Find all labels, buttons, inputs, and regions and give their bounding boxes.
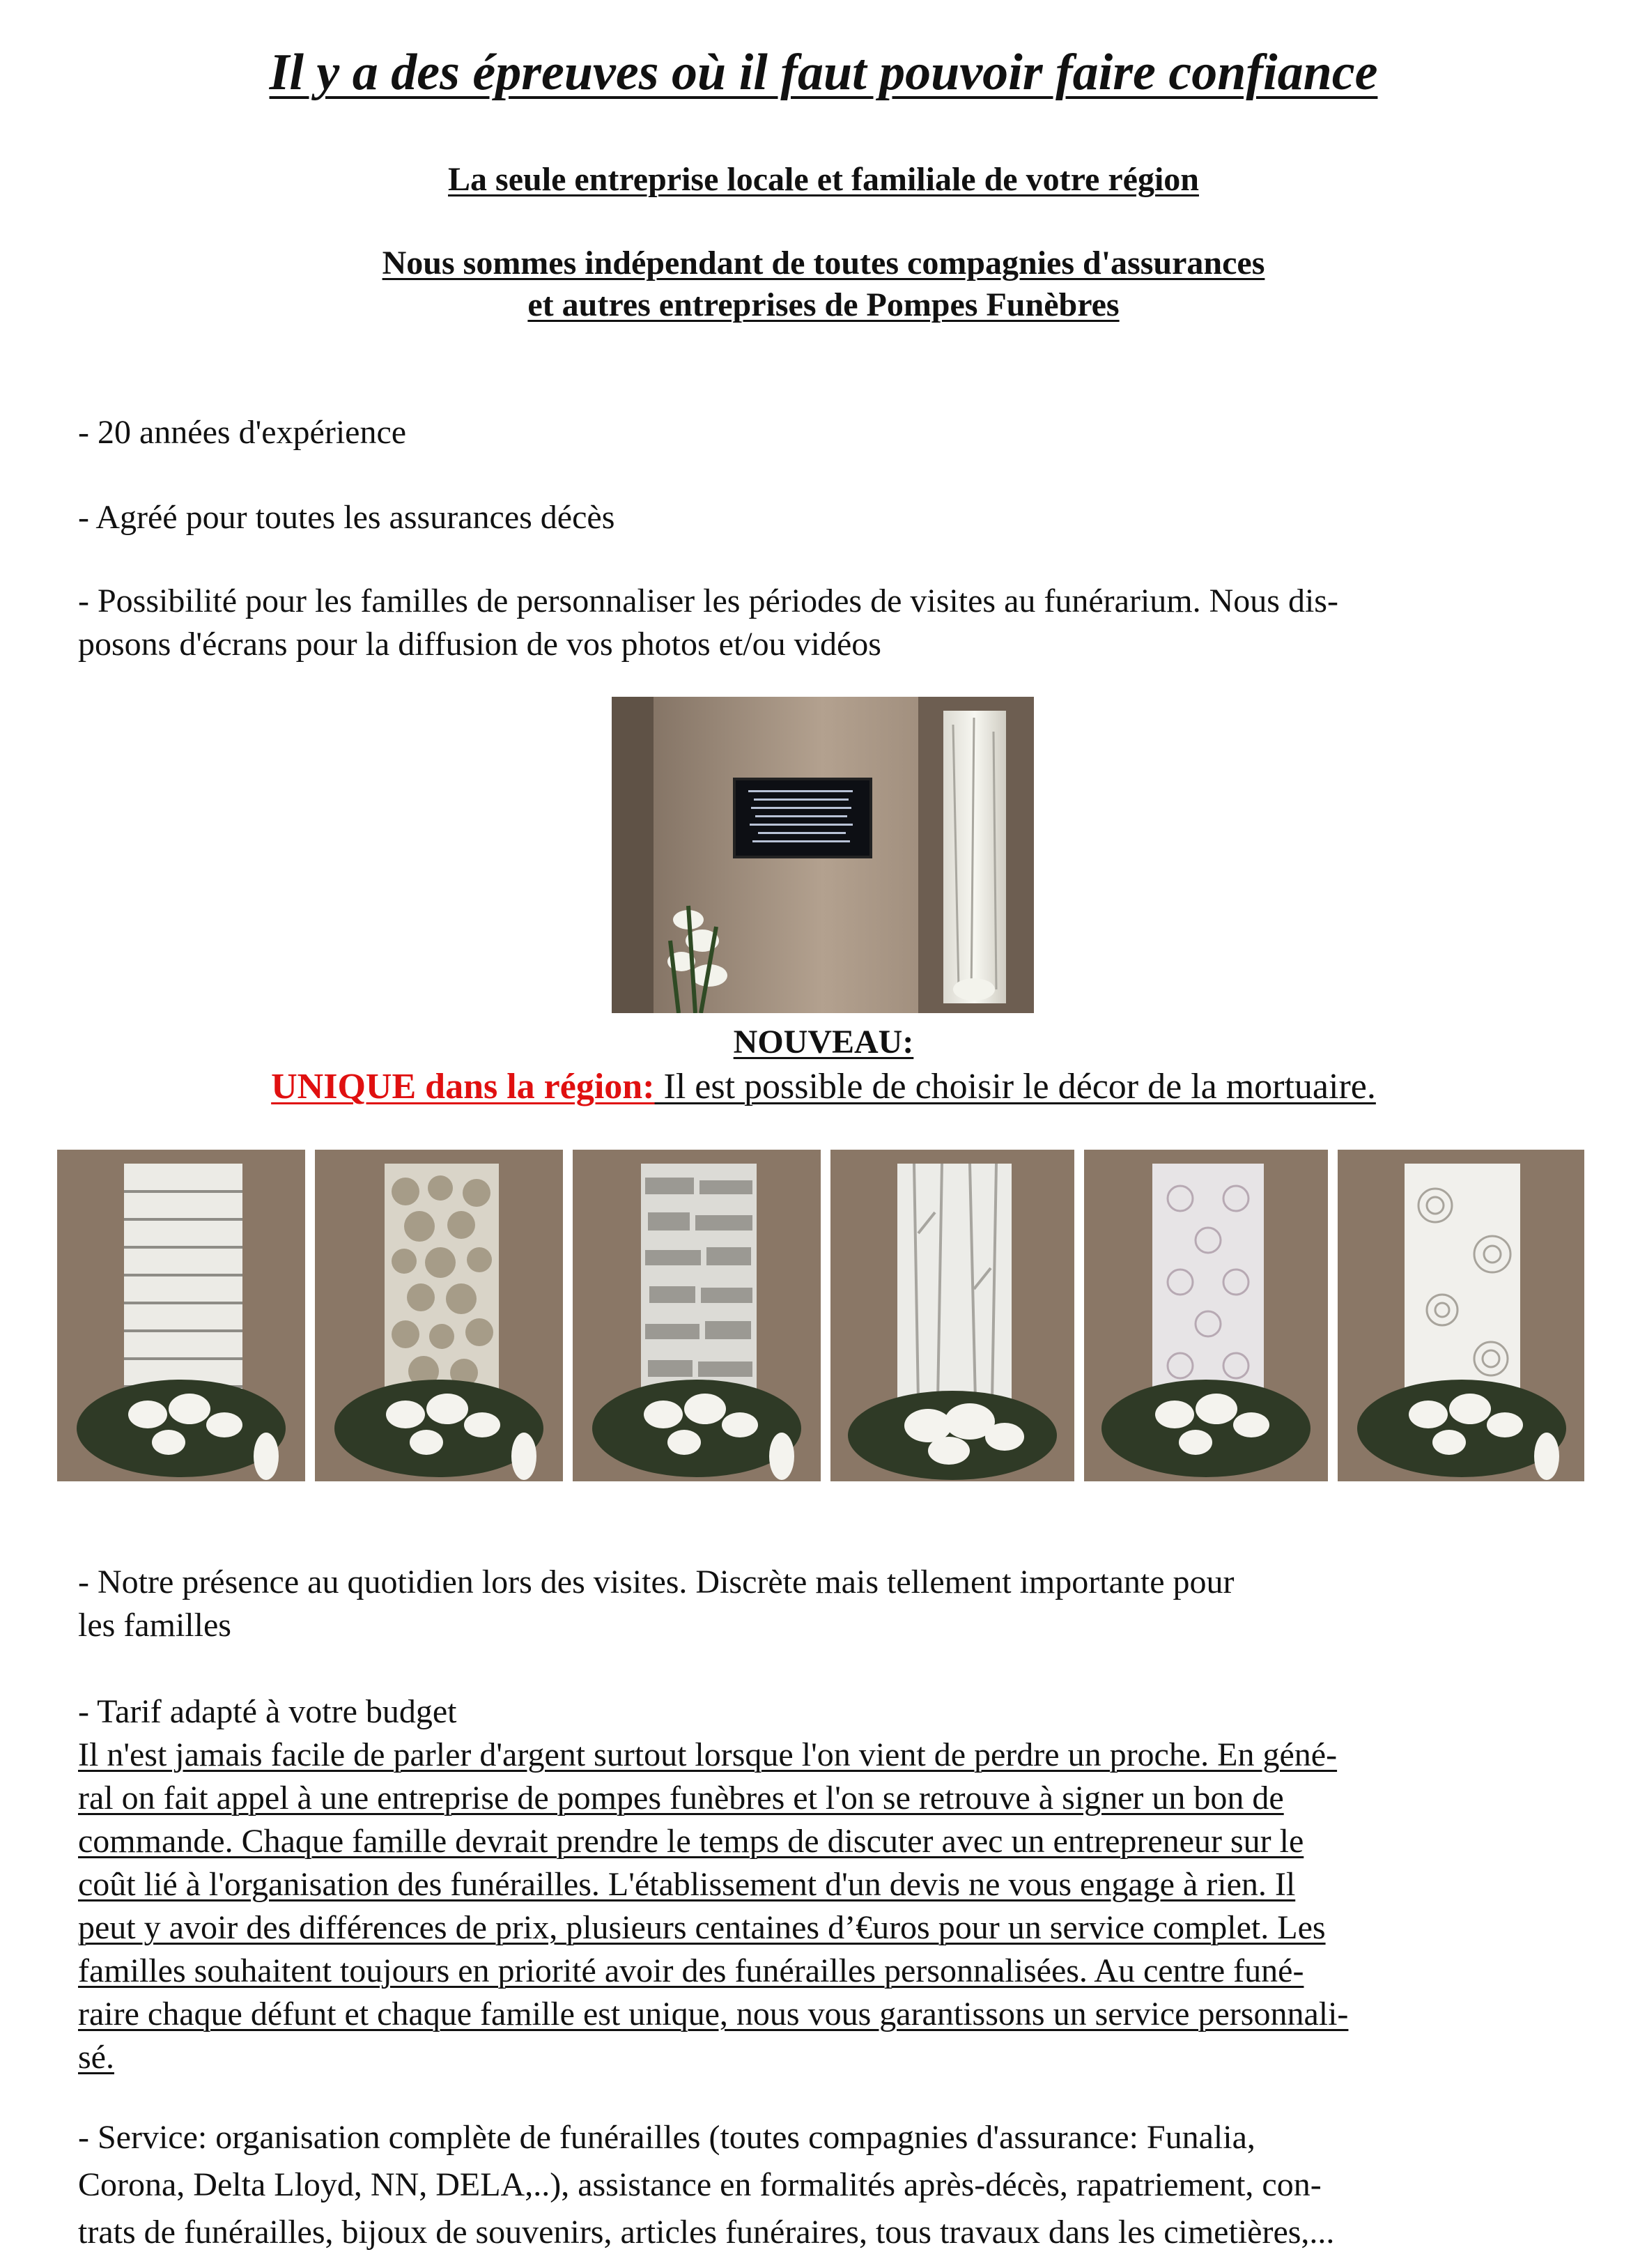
- bullet-visits: - Possibilité pour les familles de personnaliser les périodes de visites au funérarium. Nous dis- posons d'écrans pour la diffusion de vos photos et/ou vidéos: [78, 583, 1338, 663]
- subtitle-independent: Nous sommes indépendant de toutes compagnies d'assurances et autres entreprises de Pompes Funèbres: [382, 245, 1265, 323]
- nouveau-label: NOUVEAU:: [733, 1024, 914, 1060]
- unique-text: Il est possible de choisir le décor de la mortuaire.: [654, 1067, 1376, 1106]
- bullet-experience: - 20 années d'expérience: [78, 414, 407, 451]
- decor-photo-stone-wall: [57, 1150, 305, 1481]
- decor-photo-stone-slabs: [573, 1150, 821, 1481]
- decor-photo-birch-trees: [830, 1150, 1074, 1481]
- tarif-paragraph: Il n'est jamais facile de parler d'argent surtout lorsque l'on vient de perdre un proche. En géné- ral on fait appel à une entreprise de pompes funèbres et l'on se retrouve à signer un bon de commande. Chaque famille devrait prendre le temps de discuter avec un entrepreneur sur le coût lié à l'organisation des funérailles. L'établissement d'un devis ne vous engage à rien. Il peut y avoir des différences de prix, plusieurs centaines d’€uros pour un service complet. Les familles souhaitent toujours en priorité avoir des funérailles personnalisées. Au centre funé- raire chaque défunt et chaque famille est unique, nous vous garantissons un service personnali- sé.: [78, 1736, 1349, 2076]
- subtitle-local-family: La seule entreprise locale et familiale de votre région: [448, 161, 1199, 198]
- unique-line: [0, 1066, 1647, 1107]
- bullet-insurance: - Agréé pour toutes les assurances décès: [78, 499, 615, 536]
- page-title: Il y a des épreuves où il faut pouvoir faire confiance: [269, 44, 1378, 101]
- bullet-service: - Service: organisation complète de funérailles (toutes compagnies d'assurance: Funalia, Corona, Delta Lloyd, NN, DELA,..), assistance en formalités après-décès, rapatriement, con- trats de funérailles, bijoux de souvenirs, articles funéraires, tous travaux dans les cimetières,...: [78, 2119, 1335, 2251]
- unique-label: UNIQUE dans la région:: [271, 1067, 655, 1106]
- photo-screen-room: [612, 697, 1034, 1013]
- bullet-presence: - Notre présence au quotidien lors des visites. Discrète mais tellement importante pour les familles: [78, 1564, 1235, 1644]
- decor-photo-circles: [1338, 1150, 1584, 1481]
- decor-photo-lace-tiles: [1084, 1150, 1328, 1481]
- bullet-tarif-title: - Tarif adapté à votre budget: [78, 1693, 457, 1730]
- decor-photo-wood-logs: [315, 1150, 563, 1481]
